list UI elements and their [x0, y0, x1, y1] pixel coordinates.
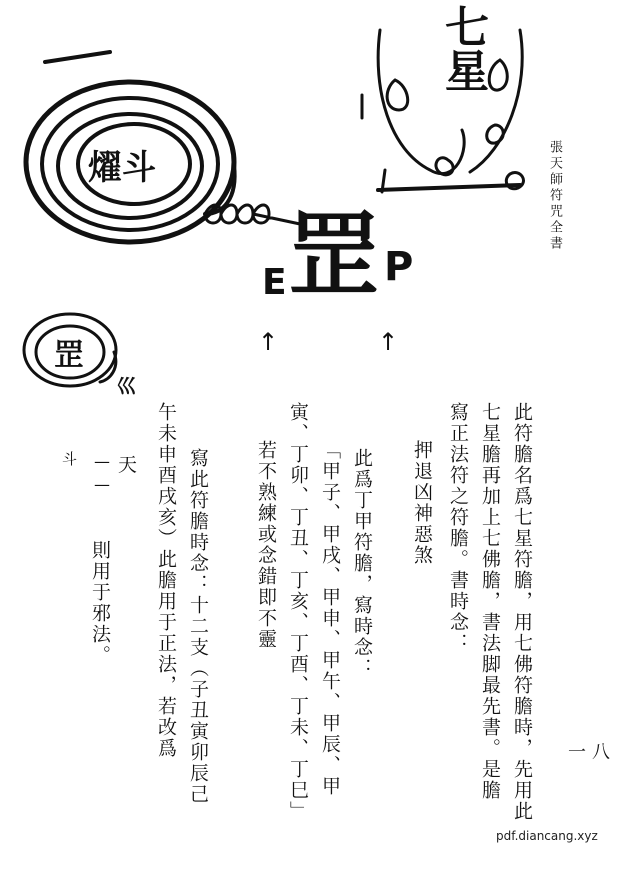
text-column-8: 若不熟練或念錯即不靈 — [255, 440, 277, 650]
talisman-side-right: P — [384, 244, 414, 290]
book-title: 張天師符咒全書 — [547, 140, 562, 252]
text-column-4: 押退凶神惡煞 — [411, 440, 433, 566]
arrow-left-icon: ↑ — [258, 328, 279, 356]
dipper-char: 斗 — [62, 450, 78, 468]
text-column-5: 此爲丁甲符膽，寫時念： — [351, 448, 373, 679]
talisman-side-left: E — [262, 262, 287, 303]
arrow-right-icon: ↑ — [378, 328, 399, 356]
text-column-10: 午未申酉戌亥）此膽用于正法，若改爲 — [155, 402, 177, 759]
watermark-text: pdf.diancang.xyz — [496, 829, 598, 843]
dash-mark: — — [94, 452, 110, 471]
talisman-main-glyph: 罡 — [288, 202, 381, 309]
text-column-2: 七星膽再加上七佛膽，書法脚最先書。是膽 — [479, 402, 501, 801]
heaven-char: 天 — [118, 454, 138, 476]
talisman-head-text: 七星 — [437, 4, 488, 92]
text-column-7: 寅、丁卯、丁丑、丁亥、丁酉、丁未、丁巳」 — [287, 402, 309, 822]
dash-mark-2: — — [94, 475, 110, 494]
text-column-1: 此符膽名爲七星符膽，用七佛符膽時，先用此 — [511, 402, 533, 822]
talisman-spiral-glyph: 燿斗 — [88, 148, 156, 188]
small-seal-tail: 巛 — [116, 374, 136, 398]
text-column-3: 寫正法符之符膽。書時念： — [447, 402, 469, 654]
text-column-11: 則用于邪法。 — [89, 540, 111, 666]
small-seal-glyph: 罡 — [54, 338, 84, 373]
text-column-6: 「甲子、甲戌、甲申、甲午、甲辰、甲 — [319, 440, 341, 797]
text-column-9: 寫此符膽時念：十二支（子丑寅卯辰己 — [187, 448, 209, 805]
page-number: 一八 — [568, 742, 616, 763]
